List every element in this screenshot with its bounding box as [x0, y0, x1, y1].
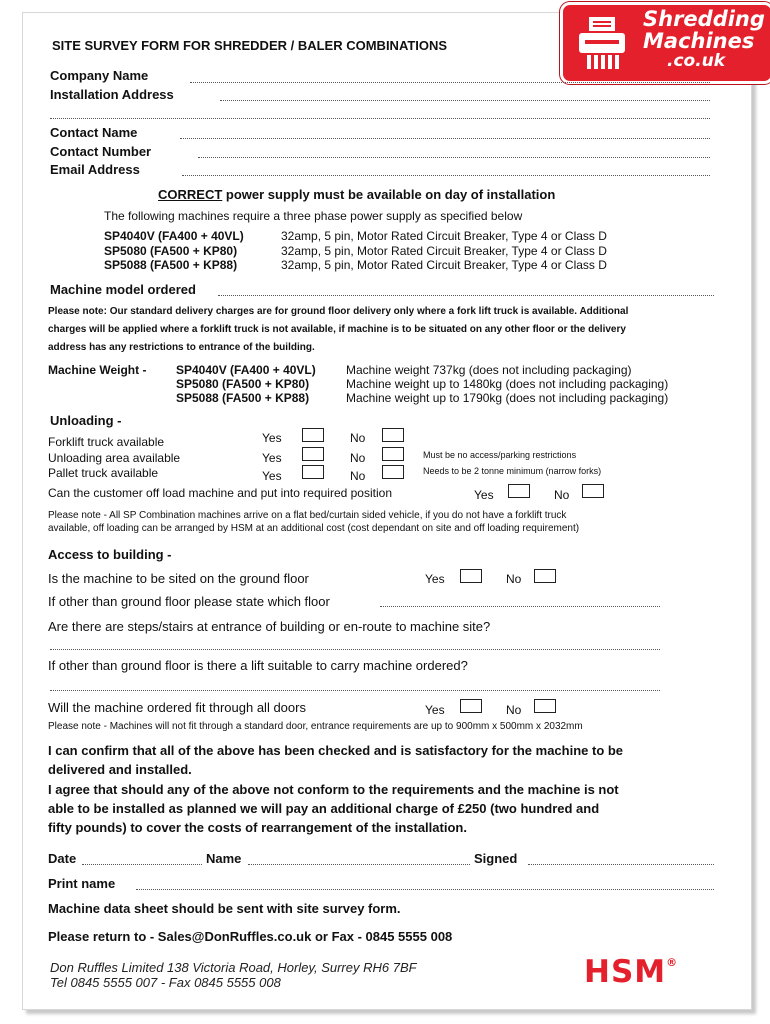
installation-address-label: Installation Address — [50, 87, 174, 102]
email-address-label: Email Address — [50, 162, 140, 177]
ground-no-label: No — [506, 572, 522, 586]
lift-question: If other than ground floor is there a lift suitable to carry machine ordered? — [48, 658, 468, 673]
signed-field[interactable] — [528, 864, 714, 865]
ground-no-checkbox[interactable] — [534, 569, 556, 583]
power-heading — [158, 187, 555, 202]
print-name-label: Print name — [48, 876, 116, 891]
delivery-note-1: Please note: Our standard delivery charges are for ground floor delivery only where a fork lift truck is available. Additional — [48, 306, 629, 317]
name-field[interactable] — [248, 864, 470, 865]
power-spec-3: 32amp, 5 pin, Motor Rated Circuit Breaker, Type 4 or Class D — [281, 258, 607, 272]
delivery-note-3: address has any restrictions to entrance of the building. — [48, 342, 315, 353]
weight-model-3: SP5088 (FA500 + KP88) — [176, 391, 310, 405]
forklift-no-label: No — [350, 431, 366, 445]
weight-label: Machine Weight - — [48, 363, 147, 377]
doors-no-checkbox[interactable] — [534, 699, 556, 713]
contact-name-label: Contact Name — [50, 125, 138, 140]
machine-model-field[interactable] — [218, 295, 714, 296]
steps-question: Are there are steps/stairs at entrance of building or en-route to machine site? — [48, 619, 491, 634]
pallet-yes-checkbox[interactable] — [302, 465, 324, 479]
ground-floor-question: Is the machine to be sited on the ground floor — [48, 571, 309, 586]
weight-model-2: SP5080 (FA500 + KP80) — [176, 377, 310, 391]
confirm-line-2: delivered and installed. — [48, 762, 192, 777]
power-heading-rest: power supply must be available on day of installation — [222, 187, 556, 202]
hsm-registered-mark: ® — [666, 956, 679, 969]
footer-address: Don Ruffles Limited 138 Victoria Road, Horley, Surrey RH6 7BF — [50, 960, 417, 975]
forklift-label: Forklift truck available — [48, 435, 165, 449]
offload-no-checkbox[interactable] — [582, 484, 604, 498]
hsm-logo — [584, 954, 678, 990]
pallet-note: Needs to be 2 tonne minimum (narrow forks) — [423, 466, 602, 476]
access-heading: Access to building - — [48, 547, 172, 562]
power-model-1: SP4040V (FA400 + 40VL) — [104, 229, 244, 243]
steps-field[interactable] — [50, 649, 660, 650]
print-name-field[interactable] — [136, 889, 714, 890]
logo-line3: .co.uk — [667, 51, 726, 71]
signed-label: Signed — [474, 851, 518, 866]
power-spec-1: 32amp, 5 pin, Motor Rated Circuit Breaker, Type 4 or Class D — [281, 229, 607, 243]
lift-field[interactable] — [50, 690, 660, 691]
other-floor-field[interactable] — [380, 606, 660, 607]
contact-name-field[interactable] — [180, 138, 710, 139]
delivery-note-2: charges will be applied where a forklift truck is not available, if machine is to be situated on any other floor or the delivery — [48, 324, 626, 335]
contact-number-field[interactable] — [198, 157, 710, 158]
installation-address-field[interactable] — [220, 100, 710, 101]
forklift-yes-label: Yes — [262, 431, 282, 445]
company-name-label: Company Name — [50, 68, 149, 83]
shredder-icon — [575, 15, 631, 71]
power-spec-2: 32amp, 5 pin, Motor Rated Circuit Breaker, Type 4 or Class D — [281, 244, 607, 258]
doors-yes-checkbox[interactable] — [460, 699, 482, 713]
area-no-label: No — [350, 451, 366, 465]
hsm-logo-text: HSM — [584, 954, 667, 990]
machine-model-label: Machine model ordered — [50, 282, 196, 297]
confirm-line-1: I can confirm that all of the above has been checked and is satisfactory for the machine to be — [48, 743, 624, 758]
company-name-field[interactable] — [190, 82, 710, 83]
logo-line1: Shredding — [643, 7, 765, 31]
pallet-truck-label: Pallet truck available — [48, 466, 159, 480]
unloading-heading: Unloading - — [50, 413, 122, 428]
power-intro: The following machines require a three phase power supply as specified below — [104, 209, 523, 223]
agree-line-3: fifty pounds) to cover the costs of rearrangement of the installation. — [48, 820, 467, 835]
power-model-3: SP5088 (FA500 + KP88) — [104, 258, 238, 272]
shredding-machines-logo — [560, 2, 770, 84]
area-no-checkbox[interactable] — [382, 447, 404, 461]
date-label: Date — [48, 851, 77, 866]
datasheet-note: Machine data sheet should be sent with site survey form. — [48, 901, 401, 916]
return-instructions: Please return to - Sales@DonRuffles.co.uk or Fax - 0845 5555 008 — [48, 929, 453, 944]
other-floor-label: If other than ground floor please state which floor — [48, 594, 330, 609]
contact-number-label: Contact Number — [50, 144, 152, 159]
footer-phone: Tel 0845 5555 007 - Fax 0845 5555 008 — [50, 975, 281, 990]
doors-question: Will the machine ordered fit through all doors — [48, 700, 306, 715]
logo-line2: Machines — [643, 29, 755, 53]
forklift-yes-checkbox[interactable] — [302, 428, 324, 442]
offload-yes-label: Yes — [474, 488, 494, 502]
pallet-no-label: No — [350, 469, 366, 483]
doors-note: Please note - Machines will not fit through a standard door, entrance requirements are up to 900mm x 500mm x 2032mm — [48, 721, 583, 732]
weight-spec-3: Machine weight up to 1790kg (does not including packaging) — [346, 391, 669, 405]
installation-address-field-2[interactable] — [50, 118, 710, 119]
doors-yes-label: Yes — [425, 703, 445, 717]
agree-line-1: I agree that should any of the above not conform to the requirements and the machine is not — [48, 782, 619, 797]
weight-spec-1: Machine weight 737kg (does not including packaging) — [346, 363, 632, 377]
email-address-field[interactable] — [182, 175, 710, 176]
pallet-yes-label: Yes — [262, 469, 282, 483]
doors-no-label: No — [506, 703, 522, 717]
ground-yes-checkbox[interactable] — [460, 569, 482, 583]
ground-yes-label: Yes — [425, 572, 445, 586]
area-yes-label: Yes — [262, 451, 282, 465]
offload-yes-checkbox[interactable] — [508, 484, 530, 498]
date-field[interactable] — [82, 864, 202, 865]
offload-no-label: No — [554, 488, 570, 502]
weight-model-1: SP4040V (FA400 + 40VL) — [176, 363, 316, 377]
forklift-no-checkbox[interactable] — [382, 428, 404, 442]
form-title: SITE SURVEY FORM FOR SHREDDER / BALER COMBINATIONS — [52, 38, 448, 53]
agree-line-2: able to be installed as planned we will pay an additional charge of £250 (two hundred and — [48, 801, 600, 816]
weight-spec-2: Machine weight up to 1480kg (does not including packaging) — [346, 377, 669, 391]
sp-note-2: available, off loading can be arranged by HSM at an additional cost (cost dependant on site and off loading requirement) — [48, 523, 580, 534]
pallet-no-checkbox[interactable] — [382, 465, 404, 479]
area-yes-checkbox[interactable] — [302, 447, 324, 461]
name-label: Name — [206, 851, 242, 866]
customer-offload-label: Can the customer off load machine and put into required position — [48, 486, 392, 500]
power-model-2: SP5080 (FA500 + KP80) — [104, 244, 238, 258]
sp-note-1: Please note - All SP Combination machines arrive on a flat bed/curtain sided vehicle, if you do not have a forklift truck — [48, 510, 567, 521]
power-correct: CORRECT — [158, 187, 223, 202]
unloading-area-label: Unloading area available — [48, 451, 181, 465]
area-note: Must be no access/parking restrictions — [423, 450, 577, 460]
